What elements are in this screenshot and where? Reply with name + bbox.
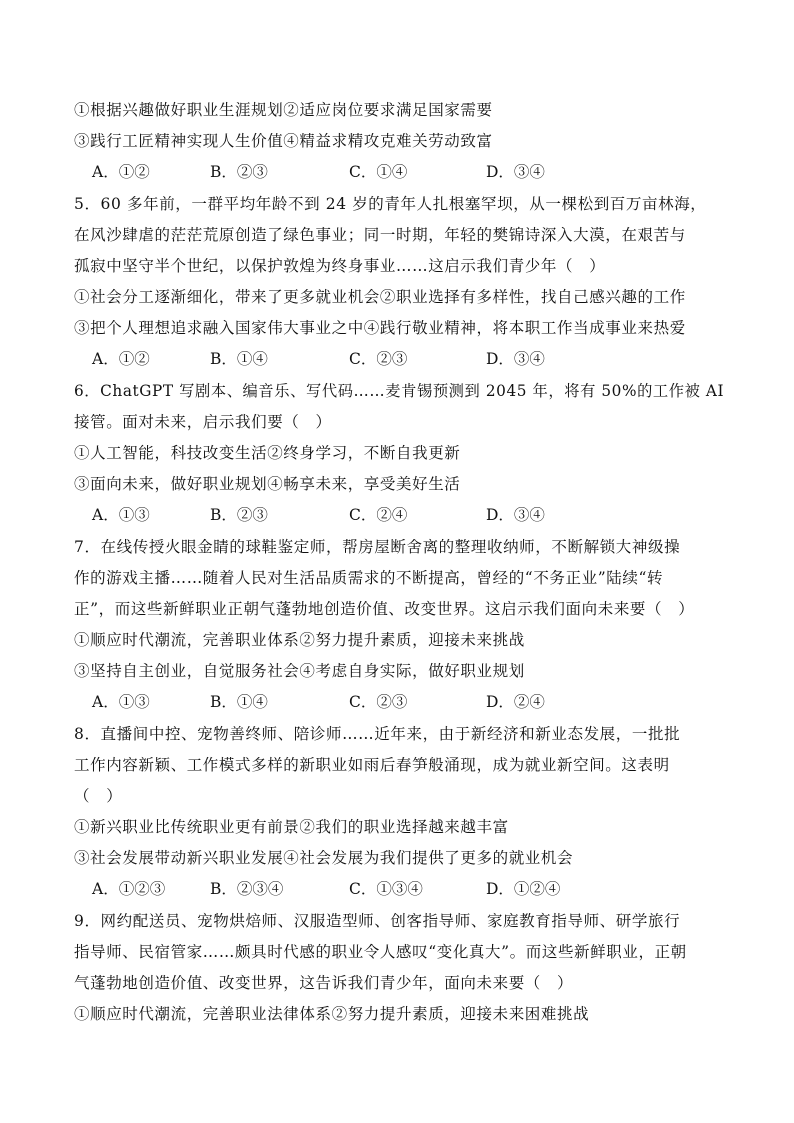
q6-choice-line-2: ③面向未来，做好职业规划④畅享未来，享受美好生活	[74, 475, 461, 493]
q8-stem-line-1: 8．直播间中控、宠物善终师、陪诊师……近年来，由于新经济和新业态发展，一批批	[74, 725, 681, 743]
q6-option-a[interactable]: A．①③	[92, 506, 150, 524]
q8-choice-line-1: ①新兴职业比传统职业更有前景②我们的职业选择越来越丰富	[74, 818, 509, 836]
q5-stem-line-2: 在风沙肆虐的茫茫荒原创造了绿色事业；同一时期，年轻的樊锦诗深入大漠，在艰苦与	[74, 226, 686, 244]
q4-option-d[interactable]: D．③④	[486, 163, 545, 181]
q5-option-b[interactable]: B．①④	[210, 350, 268, 368]
q7-option-d[interactable]: D．②④	[486, 693, 545, 711]
q6-stem-line-2: 接管。面对未来，启示我们要（ ）	[74, 413, 332, 431]
q9-choice-line-1: ①顺应时代潮流，完善职业法律体系②努力提升素质，迎接未来困难挑战	[74, 1005, 590, 1023]
q7-stem-line-2: 作的游戏主播……随着人民对生活品质需求的不断提高，曾经的“不务正业”陆续“转	[74, 569, 664, 587]
q5-option-c[interactable]: C．②③	[349, 350, 408, 368]
q9-stem-line-1: 9．网约配送员、宠物烘焙师、汉服造型师、创客指导师、家庭教育指导师、研学旅行	[74, 912, 681, 930]
q4-option-b[interactable]: B．②③	[210, 163, 268, 181]
q6-stem-line-1: 6．ChatGPT 写剧本、编音乐、写代码……麦肯锡预测到 2045 年，将有 50%的工作被 AI	[74, 382, 725, 400]
q7-option-c[interactable]: C．②③	[349, 693, 408, 711]
q6-choice-line-1: ①人工智能，科技改变生活②终身学习，不断自我更新	[74, 444, 461, 462]
q8-option-a[interactable]: A．①②③	[92, 880, 166, 898]
q8-stem-line-3: （ ）	[74, 787, 123, 805]
q9-stem-line-2: 指导师、民宿管家……颇具时代感的职业令人感叹“变化真大”。而这些新鲜职业，正朝	[74, 943, 687, 961]
q4-choice-line-2: ③践行工匠精神实现人生价值④精益求精攻克难关劳动致富	[74, 132, 493, 150]
q4-option-a[interactable]: A．①②	[92, 163, 150, 181]
q9-stem-line-3: 气蓬勃地创造价值、改变世界，这告诉我们青少年，面向未来要（ ）	[74, 974, 574, 992]
q8-choice-line-2: ③社会发展带动新兴职业发展④社会发展为我们提供了更多的就业机会	[74, 849, 574, 867]
q5-choice-line-2: ③把个人理想追求融入国家伟大事业之中④践行敬业精神，将本职工作当成事业来热爱	[74, 319, 686, 337]
q6-option-c[interactable]: C．②④	[349, 506, 408, 524]
q5-option-d[interactable]: D．③④	[486, 350, 545, 368]
q7-choice-line-2: ③坚持自主创业，自觉服务社会④考虑自身实际，做好职业规划	[74, 662, 525, 680]
q7-choice-line-1: ①顺应时代潮流，完善职业体系②努力提升素质，迎接未来挑战	[74, 631, 525, 649]
q5-choice-line-1: ①社会分工逐渐细化，带来了更多就业机会②职业选择有多样性，找自己感兴趣的工作	[74, 288, 686, 306]
q5-option-a[interactable]: A．①②	[92, 350, 150, 368]
q7-stem-line-3: 正”，而这些新鲜职业正朝气蓬勃地创造价值、改变世界。这启示我们面向未来要（ ）	[74, 600, 695, 618]
q7-stem-line-1: 7．在线传授火眼金睛的球鞋鉴定师，帮房屋断舍离的整理收纳师，不断解锁大神级操	[74, 538, 681, 556]
q8-option-b[interactable]: B．②③④	[210, 880, 284, 898]
q6-option-d[interactable]: D．③④	[486, 506, 545, 524]
q5-stem-line-3: 孤寂中坚守半个世纪，以保护敦煌为终身事业……这启示我们青少年（ ）	[74, 257, 606, 275]
q7-option-a[interactable]: A．①③	[92, 693, 150, 711]
q8-option-c[interactable]: C．①③④	[349, 880, 423, 898]
q8-stem-line-2: 工作内容新颖、工作模式多样的新职业如雨后春笋般涌现，成为就业新空间。这表明	[74, 756, 670, 774]
q5-stem-line-1: 5．60 多年前，一群平均年龄不到 24 岁的青年人扎根塞罕坝，从一棵松到百万亩林海，	[74, 195, 707, 213]
q8-option-d[interactable]: D．①②④	[486, 880, 561, 898]
q4-option-c[interactable]: C．①④	[349, 163, 408, 181]
q4-choice-line-1: ①根据兴趣做好职业生涯规划②适应岗位要求满足国家需要	[74, 101, 493, 119]
q6-option-b[interactable]: B．②③	[210, 506, 268, 524]
q7-option-b[interactable]: B．①④	[210, 693, 268, 711]
